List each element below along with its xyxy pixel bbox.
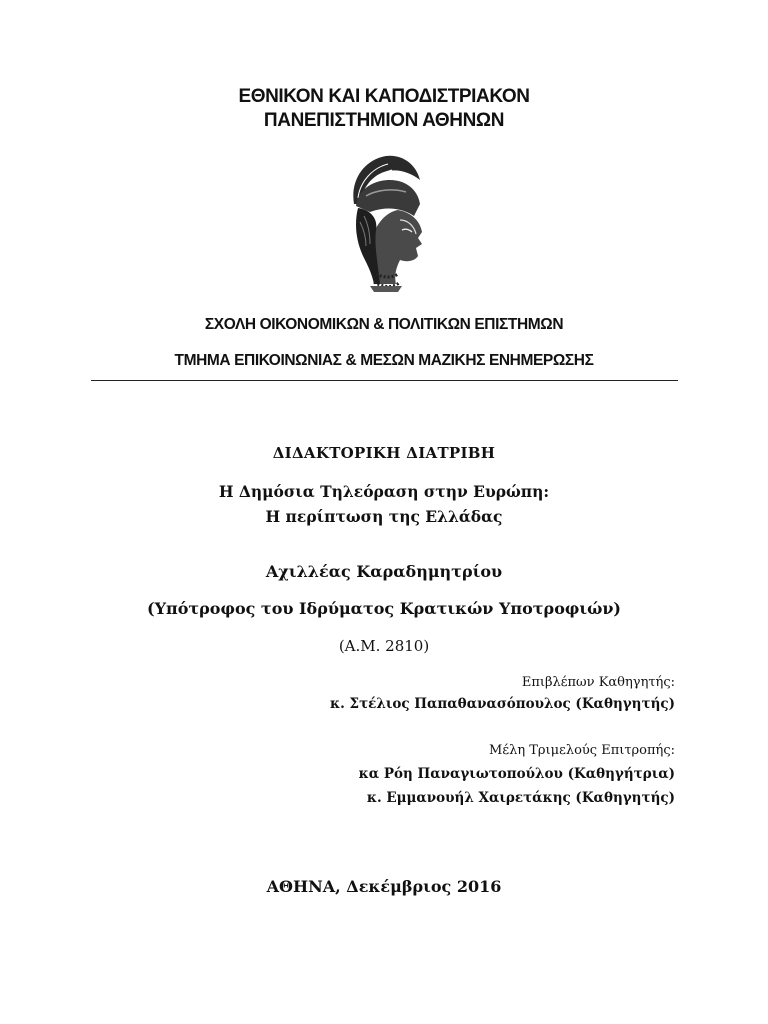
university-name-line-1: ΕΘΝΙΚΟΝ ΚΑΙ ΚΑΠΟΔΙΣΤΡΙΑΚΟΝ [238, 86, 530, 107]
committee-member: κ. Εμμανουήλ Χαιρετάκης (Καθηγητής) [366, 790, 675, 806]
thesis-title-line-2: Η περίπτωση της Ελλάδας [265, 507, 503, 526]
scholarship-note: (Υπότροφος του Ιδρύματος Κρατικών Υποτροφιών) [147, 599, 621, 618]
thesis-type: ΔΙΔΑΚΤΟΡΙΚΗ ΔΙΑΤΡΙΒΗ [272, 444, 496, 462]
registration-number: (Α.Μ. 2810) [338, 637, 430, 655]
department-name: ΤΜΗΜΑ ΕΠΙΚΟΙΝΩΝΙΑΣ & ΜΕΣΩΝ ΜΑΖΙΚΗΣ ΕΝΗΜΕΡΩΣΗΣ [174, 352, 594, 369]
school-name: ΣΧΟΛΗ ΟΙΚΟΝΟΜΙΚΩΝ & ΠΟΛΙΤΙΚΩΝ ΕΠΙΣΤΗΜΩΝ [204, 316, 564, 333]
supervisor-label: Επιβλέπων Καθηγητής: [521, 675, 675, 690]
author-name: Αχιλλέας Καραδημητρίου [265, 562, 503, 581]
athena-head-logo-icon [336, 146, 432, 296]
committee-label: Μέλη Τριμελούς Επιτροπής: [489, 743, 675, 758]
thesis-title-line-1: Η Δημόσια Τηλεόραση στην Ευρώπη: [218, 482, 550, 501]
header-divider [91, 380, 678, 381]
supervisor-name: κ. Στέλιος Παπαθανασόπουλος (Καθηγητής) [330, 696, 675, 712]
place-and-date: ΑΘΗΝΑ, Δεκέμβριος 2016 [266, 877, 502, 896]
university-name-line-2: ΠΑΝΕΠΙΣΤΗΜΙΟΝ ΑΘΗΝΩΝ [263, 110, 505, 131]
committee-member: κα Ρόη Παναγιωτοπούλου (Καθηγήτρια) [358, 766, 675, 782]
